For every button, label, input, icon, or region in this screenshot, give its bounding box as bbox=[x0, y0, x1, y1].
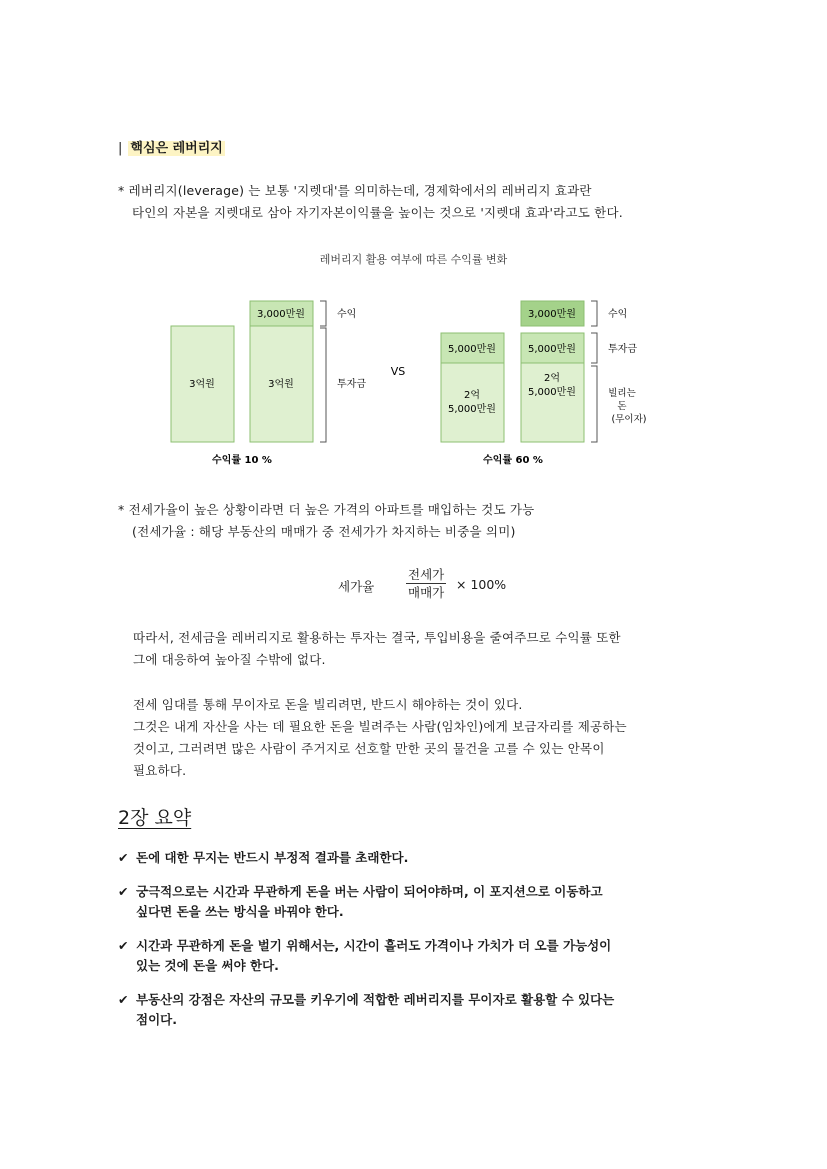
vs-label: VS bbox=[390, 365, 406, 378]
formula-numerator: 전세가 bbox=[408, 567, 445, 582]
diagram-title: 레버리지 활용 여부에 따른 수익률 변화 bbox=[319, 253, 508, 266]
summary-item-line-2: 있는 것에 돈을 써야 한다. bbox=[136, 958, 279, 973]
summary-list bbox=[118, 848, 614, 1044]
para1-line-2: 그에 대응하여 높아질 수밖에 없다. bbox=[133, 652, 326, 667]
summary-title: 2장 요약 bbox=[118, 807, 192, 829]
right-brace-bottom-label-2: 돈 bbox=[617, 401, 627, 412]
check-icon: ✔ bbox=[118, 992, 129, 1007]
bullet-marker: * bbox=[118, 502, 125, 517]
para2-line-1: 전세 임대를 통해 무이자로 돈을 빌리려면, 반드시 해야하는 것이 있다. bbox=[133, 697, 523, 712]
left-col2-top-label: 3,000만원 bbox=[257, 309, 305, 320]
summary-item bbox=[118, 990, 614, 1030]
summary-item bbox=[118, 882, 614, 922]
right-col1-bottom-label-2: 5,000만원 bbox=[448, 404, 496, 415]
formula-multiplier: × 100% bbox=[456, 577, 507, 592]
left-brace-top bbox=[320, 301, 326, 326]
bullet-marker: * bbox=[118, 183, 125, 198]
left-col1-label: 3억원 bbox=[189, 379, 215, 390]
right-brace-bottom bbox=[591, 366, 597, 442]
summary-item bbox=[118, 848, 614, 868]
check-icon: ✔ bbox=[118, 850, 129, 865]
jeonse-line-1: 전세가율이 높은 상황이라면 더 높은 가격의 아파트를 매입하는 것도 가능 bbox=[128, 502, 535, 517]
right-brace-top-label: 수익 bbox=[608, 309, 628, 320]
definition-line-1: 레버리지(leverage) 는 보통 '지렛대'를 의미하는데, 경제학에서의 레버리지 효과란 bbox=[128, 183, 592, 198]
summary-item bbox=[118, 936, 614, 976]
summary-item-line-2: 싶다면 돈을 쓰는 방식을 바꿔야 한다. bbox=[136, 904, 344, 919]
right-brace-top bbox=[591, 301, 597, 326]
summary-item-line-1: 부동산의 강점은 자산의 규모를 키우기에 적합한 레버리지를 무이자로 활용할 수 있다는 bbox=[136, 992, 615, 1007]
left-brace-top-label: 수익 bbox=[337, 309, 357, 320]
right-brace-mid-label: 투자금 bbox=[608, 344, 637, 355]
leverage-diagram bbox=[0, 280, 827, 475]
heading-text: 핵심은 레버리지 bbox=[130, 141, 223, 156]
right-col2-mid-label: 5,000만원 bbox=[528, 344, 576, 355]
definition-line-2: 타인의 자본을 지렛대로 삼아 자기자본이익률을 높이는 것으로 '지렛대 효과'라고도 한다. bbox=[132, 205, 623, 220]
para2-line-4: 필요하다. bbox=[133, 763, 187, 778]
right-col1-top-label: 5,000만원 bbox=[448, 344, 496, 355]
summary-item-line-2: 점이다. bbox=[136, 1012, 177, 1027]
left-caption: 수익률 10 % bbox=[212, 455, 272, 466]
jeonse-ratio-note bbox=[118, 499, 534, 543]
right-brace-bottom-label-3: (무이자) bbox=[611, 414, 647, 425]
para2-line-2: 그것은 내게 자산을 사는 데 필요한 돈을 빌려주는 사람(임차인)에게 보금자리를 제공하는 bbox=[133, 719, 627, 734]
formula-denominator: 매매가 bbox=[408, 585, 445, 600]
right-brace-bottom-label-1: 빌리는 bbox=[608, 388, 636, 399]
check-icon: ✔ bbox=[118, 884, 129, 899]
left-brace-bottom bbox=[320, 328, 326, 442]
paragraph-tenant-home bbox=[133, 694, 627, 782]
paragraph-leverage-return bbox=[133, 627, 621, 671]
summary-item-line-1: 시간과 무관하게 돈을 벌기 위해서는, 시간이 흘러도 가격이나 가치가 더 오를 가능성이 bbox=[136, 938, 612, 953]
para1-line-1: 따라서, 전세금을 레버리지로 활용하는 투자는 결국, 투입비용을 줄여주므로 수익률 또한 bbox=[133, 630, 621, 645]
left-brace-bottom-label: 투자금 bbox=[337, 379, 366, 390]
summary-item-line-1: 돈에 대한 무지는 반드시 부정적 결과를 초래한다. bbox=[136, 850, 409, 865]
left-col2-bottom-label: 3억원 bbox=[268, 379, 294, 390]
formula-label: 세가율 bbox=[338, 579, 375, 594]
leverage-definition bbox=[118, 180, 623, 224]
section-heading bbox=[118, 137, 225, 156]
right-col2-bottom-label-2: 5,000만원 bbox=[528, 387, 576, 398]
right-col1-bottom-label-1: 2억 bbox=[463, 390, 481, 401]
formula-fraction bbox=[406, 566, 446, 601]
right-col2-top-label: 3,000만원 bbox=[528, 309, 576, 320]
right-brace-mid bbox=[591, 333, 597, 363]
summary-item-line-1: 궁극적으로는 시간과 무관하게 돈을 버는 사람이 되어야하며, 이 포지션으로 이동하고 bbox=[136, 884, 603, 899]
right-col2-bottom-label-1: 2억 bbox=[543, 373, 561, 384]
heading-bar: | bbox=[118, 141, 123, 156]
right-caption: 수익률 60 % bbox=[483, 455, 543, 466]
jeonse-line-2: (전세가율 : 해당 부동산의 매매가 중 전세가가 차지하는 비중을 의미) bbox=[132, 524, 516, 539]
para2-line-3: 것이고, 그러려면 많은 사람이 주거지로 선호할 만한 곳의 물건을 고를 수 있는 안목이 bbox=[133, 741, 605, 756]
right-col1-bottom-block bbox=[441, 363, 504, 442]
check-icon: ✔ bbox=[118, 938, 129, 953]
